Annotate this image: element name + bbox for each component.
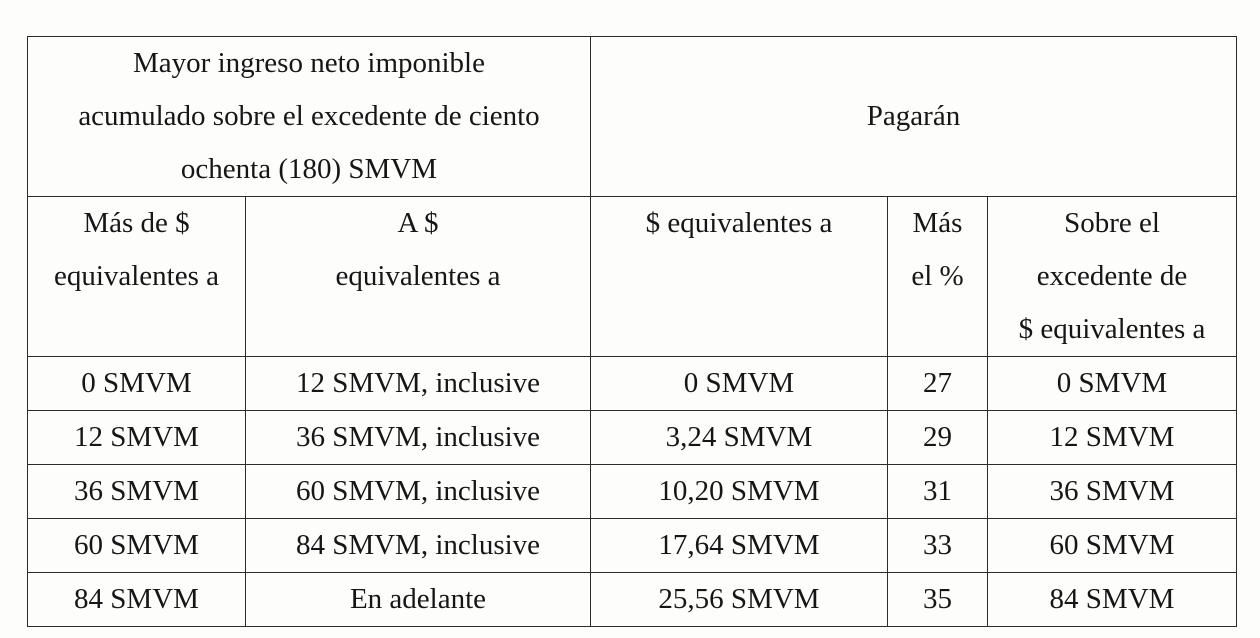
- header-row-main: [28, 37, 1237, 197]
- col-header-mas-de: [28, 197, 246, 357]
- cell-percent: 27: [888, 357, 988, 411]
- header-income-line-1: Mayor ingreso neto imponible: [133, 47, 485, 79]
- cell-mas-de: 84 SMVM: [28, 573, 246, 627]
- cell-percent: 29: [888, 411, 988, 465]
- cell-a: 12 SMVM, inclusive: [246, 357, 591, 411]
- cell-fixed-amount: 10,20 SMVM: [591, 465, 888, 519]
- table-row: [28, 573, 1237, 627]
- header-income-line-3: ochenta (180) SMVM: [180, 153, 438, 185]
- cell-a: 84 SMVM, inclusive: [246, 519, 591, 573]
- cell-a: 36 SMVM, inclusive: [246, 411, 591, 465]
- header-income-line-2: acumulado sobre el excedente de ciento: [78, 100, 540, 132]
- col-header-percent-line-2: el %: [911, 260, 964, 292]
- cell-percent: 31: [888, 465, 988, 519]
- cell-mas-de: 12 SMVM: [28, 411, 246, 465]
- header-income-range: [28, 37, 591, 197]
- col-header-a-line-2: equivalentes a: [335, 260, 501, 292]
- col-header-excess-line-3: $ equivalentes a: [1018, 313, 1206, 345]
- cell-a: 60 SMVM, inclusive: [246, 465, 591, 519]
- table-row: [28, 465, 1237, 519]
- table-row: [28, 357, 1237, 411]
- cell-mas-de: 60 SMVM: [28, 519, 246, 573]
- cell-mas-de: 0 SMVM: [28, 357, 246, 411]
- col-header-fixed-amount-line-1: $ equivalentes a: [645, 207, 833, 239]
- col-header-percent: [888, 197, 988, 357]
- header-row-sub: [28, 197, 1237, 357]
- cell-excess: 84 SMVM: [988, 573, 1237, 627]
- col-header-mas-de-line-1: Más de $: [83, 207, 190, 239]
- cell-excess: 36 SMVM: [988, 465, 1237, 519]
- cell-fixed-amount: 25,56 SMVM: [591, 573, 888, 627]
- cell-percent: 33: [888, 519, 988, 573]
- cell-excess: 0 SMVM: [988, 357, 1237, 411]
- cell-excess: 60 SMVM: [988, 519, 1237, 573]
- cell-mas-de: 36 SMVM: [28, 465, 246, 519]
- cell-fixed-amount: 3,24 SMVM: [591, 411, 888, 465]
- cell-a: En adelante: [246, 573, 591, 627]
- col-header-percent-line-1: Más: [912, 207, 963, 239]
- cell-fixed-amount: 0 SMVM: [591, 357, 888, 411]
- table-row: [28, 519, 1237, 573]
- col-header-excess-line-1: Sobre el: [1064, 207, 1160, 239]
- col-header-fixed-amount: [591, 197, 888, 357]
- cell-excess: 12 SMVM: [988, 411, 1237, 465]
- col-header-excess: [988, 197, 1237, 357]
- col-header-mas-de-line-2: equivalentes a: [53, 260, 220, 292]
- tax-rate-table: [27, 36, 1237, 627]
- col-header-a-line-1: A $: [397, 207, 439, 239]
- table-row: [28, 411, 1237, 465]
- header-pagaran: Pagarán: [591, 37, 1237, 197]
- col-header-excess-line-2: excedente de: [1036, 260, 1188, 292]
- col-header-a: [246, 197, 591, 357]
- cell-fixed-amount: 17,64 SMVM: [591, 519, 888, 573]
- cell-percent: 35: [888, 573, 988, 627]
